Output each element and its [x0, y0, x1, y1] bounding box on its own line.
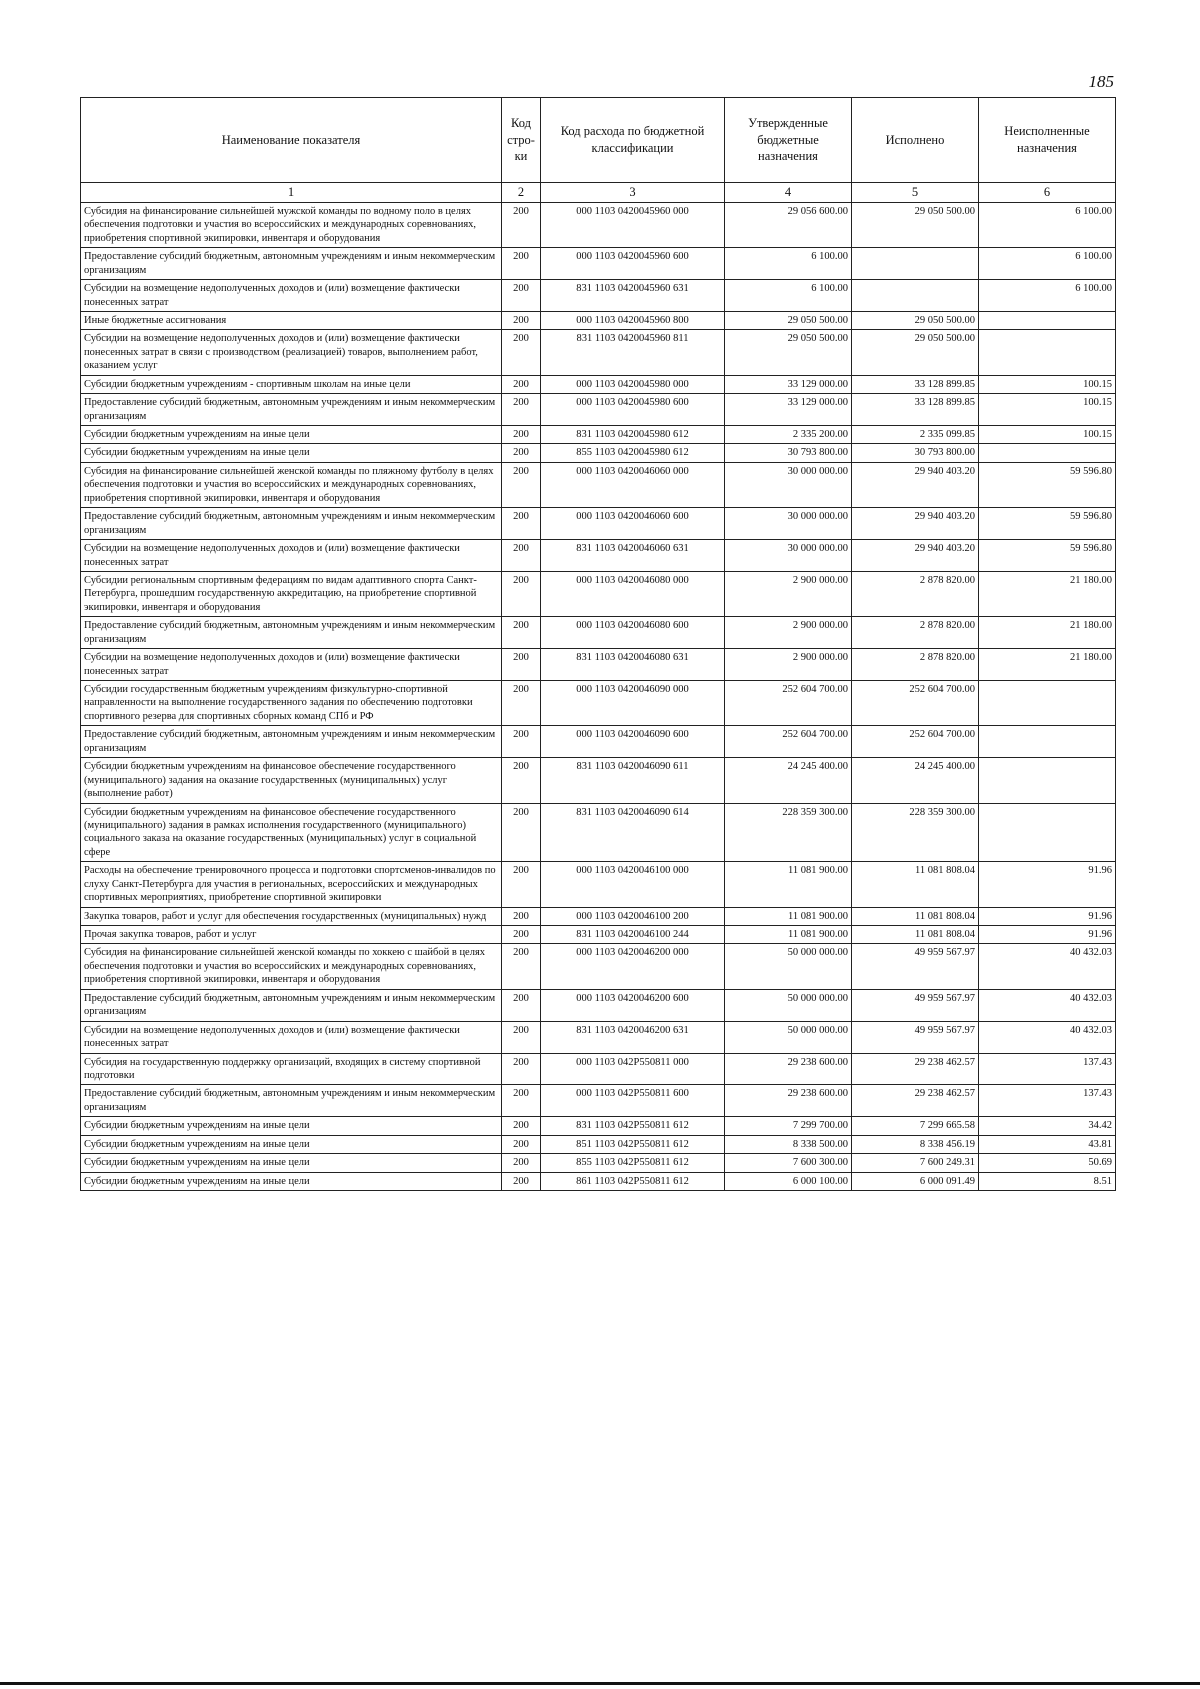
line-code: 200: [502, 540, 541, 572]
line-code: 200: [502, 375, 541, 393]
line-code: 200: [502, 681, 541, 726]
indicator-name: Субсидии на возмещение недополученных доходов и (или) возмещение фактически понесенных затрат в связи с производством (реализацией) товаров, выполнением работ, оказанием услуг: [81, 330, 502, 375]
approved-amount: 50 000 000.00: [725, 1021, 852, 1053]
budget-class-code: 000 1103 0420046100 000: [541, 862, 725, 907]
approved-amount: 6 100.00: [725, 280, 852, 312]
line-code: 200: [502, 862, 541, 907]
budget-class-code: 000 1103 0420045980 000: [541, 375, 725, 393]
approved-amount: 6 000 100.00: [725, 1172, 852, 1190]
table-row: [81, 989, 1116, 1021]
unexecuted-amount: [979, 444, 1116, 462]
table-row: [81, 462, 1116, 507]
header-indicator-name: Наименование показателя: [81, 98, 502, 183]
unexecuted-amount: 40 432.03: [979, 1021, 1116, 1053]
approved-amount: 50 000 000.00: [725, 989, 852, 1021]
unexecuted-amount: 137.43: [979, 1085, 1116, 1117]
approved-amount: 2 900 000.00: [725, 649, 852, 681]
budget-class-code: 000 1103 0420046080 600: [541, 617, 725, 649]
header-approved: Утвержденные бюджетные назначения: [725, 98, 852, 183]
budget-class-code: 831 1103 0420046090 611: [541, 758, 725, 803]
line-code: 200: [502, 394, 541, 426]
line-code: 200: [502, 444, 541, 462]
executed-amount: 29 050 500.00: [852, 311, 979, 329]
indicator-name: Предоставление субсидий бюджетным, автономным учреждениям и иным некоммерческим организациям: [81, 617, 502, 649]
executed-amount: 2 878 820.00: [852, 649, 979, 681]
table-row: [81, 540, 1116, 572]
budget-class-code: 831 1103 0420046100 244: [541, 926, 725, 944]
unexecuted-amount: [979, 726, 1116, 758]
budget-class-code: 000 1103 042P550811 000: [541, 1053, 725, 1085]
unexecuted-amount: 100.15: [979, 426, 1116, 444]
executed-amount: [852, 248, 979, 280]
unexecuted-amount: [979, 330, 1116, 375]
unexecuted-amount: 137.43: [979, 1053, 1116, 1085]
table-row: [81, 1154, 1116, 1172]
table-row: [81, 330, 1116, 375]
line-code: 200: [502, 926, 541, 944]
line-code: 200: [502, 330, 541, 375]
indicator-name: Субсидии бюджетным учреждениям на финансовое обеспечение государственного (муниципального) задания на оказание государственных (муниципальных) услуг (выполнение работ): [81, 758, 502, 803]
column-number: 5: [852, 183, 979, 203]
approved-amount: 228 359 300.00: [725, 803, 852, 862]
column-number: 2: [502, 183, 541, 203]
line-code: 200: [502, 617, 541, 649]
unexecuted-amount: [979, 681, 1116, 726]
budget-class-code: 000 1103 0420046060 600: [541, 508, 725, 540]
table-row: [81, 202, 1116, 247]
line-code: 200: [502, 1154, 541, 1172]
approved-amount: 29 238 600.00: [725, 1053, 852, 1085]
table-row: [81, 862, 1116, 907]
budget-class-code: 831 1103 0420046060 631: [541, 540, 725, 572]
line-code: 200: [502, 989, 541, 1021]
indicator-name: Субсидии бюджетным учреждениям на иные цели: [81, 1154, 502, 1172]
executed-amount: 8 338 456.19: [852, 1135, 979, 1153]
line-code: 200: [502, 1053, 541, 1085]
unexecuted-amount: 100.15: [979, 394, 1116, 426]
indicator-name: Субсидии на возмещение недополученных доходов и (или) возмещение фактически понесенных затрат: [81, 649, 502, 681]
approved-amount: 11 081 900.00: [725, 907, 852, 925]
table-row: [81, 649, 1116, 681]
line-code: 200: [502, 426, 541, 444]
approved-amount: 24 245 400.00: [725, 758, 852, 803]
table-row: [81, 907, 1116, 925]
column-number: 1: [81, 183, 502, 203]
line-code: 200: [502, 571, 541, 616]
approved-amount: 2 900 000.00: [725, 571, 852, 616]
budget-class-code: 000 1103 0420045960 800: [541, 311, 725, 329]
indicator-name: Предоставление субсидий бюджетным, автономным учреждениям и иным некоммерческим организациям: [81, 726, 502, 758]
executed-amount: 29 940 403.20: [852, 508, 979, 540]
indicator-name: Прочая закупка товаров, работ и услуг: [81, 926, 502, 944]
table-row: [81, 1085, 1116, 1117]
unexecuted-amount: 91.96: [979, 907, 1116, 925]
header-unexecuted: Неисполненные назначения: [979, 98, 1116, 183]
table-row: [81, 394, 1116, 426]
indicator-name: Субсидии бюджетным учреждениям - спортивным школам на иные цели: [81, 375, 502, 393]
approved-amount: 30 793 800.00: [725, 444, 852, 462]
column-number: 4: [725, 183, 852, 203]
table-row: [81, 248, 1116, 280]
unexecuted-amount: 8.51: [979, 1172, 1116, 1190]
budget-execution-table: [80, 97, 1116, 1191]
budget-class-code: 000 1103 042P550811 600: [541, 1085, 725, 1117]
executed-amount: 30 793 800.00: [852, 444, 979, 462]
unexecuted-amount: [979, 311, 1116, 329]
indicator-name: Расходы на обеспечение тренировочного процесса и подготовки спортсменов-инвалидов по слуху Санкт-Петербурга для участия в региональных, всероссийских и международных спортивных мероприятиях, приобретение спортивной экипировки: [81, 862, 502, 907]
executed-amount: [852, 280, 979, 312]
unexecuted-amount: 59 596.80: [979, 508, 1116, 540]
approved-amount: 7 299 700.00: [725, 1117, 852, 1135]
table-row: [81, 375, 1116, 393]
table-row: [81, 444, 1116, 462]
line-code: 200: [502, 944, 541, 989]
table-row: [81, 926, 1116, 944]
budget-class-code: 851 1103 042P550811 612: [541, 1135, 725, 1153]
executed-amount: 33 128 899.85: [852, 375, 979, 393]
executed-amount: 11 081 808.04: [852, 862, 979, 907]
budget-class-code: 831 1103 0420045980 612: [541, 426, 725, 444]
indicator-name: Субсидии бюджетным учреждениям на иные цели: [81, 1117, 502, 1135]
header-budget-classification: Код расхода по бюджетной классификации: [541, 98, 725, 183]
budget-class-code: 000 1103 0420046060 000: [541, 462, 725, 507]
executed-amount: 29 940 403.20: [852, 462, 979, 507]
table-row: [81, 1172, 1116, 1190]
executed-amount: 7 600 249.31: [852, 1154, 979, 1172]
line-code: 200: [502, 726, 541, 758]
executed-amount: 49 959 567.97: [852, 1021, 979, 1053]
indicator-name: Субсидия на государственную поддержку организаций, входящих в систему спортивной подготовки: [81, 1053, 502, 1085]
line-code: 200: [502, 1135, 541, 1153]
indicator-name: Субсидии бюджетным учреждениям на финансовое обеспечение государственного (муниципального) задания в рамках исполнения государственного (муниципального) социального заказа на оказание государственных (муниципальных) услуг в социальной сфере: [81, 803, 502, 862]
unexecuted-amount: [979, 803, 1116, 862]
table-row: [81, 1135, 1116, 1153]
executed-amount: 24 245 400.00: [852, 758, 979, 803]
budget-class-code: 000 1103 0420045980 600: [541, 394, 725, 426]
budget-class-code: 000 1103 0420046090 000: [541, 681, 725, 726]
unexecuted-amount: 6 100.00: [979, 280, 1116, 312]
approved-amount: 33 129 000.00: [725, 375, 852, 393]
line-code: 200: [502, 1172, 541, 1190]
unexecuted-amount: 59 596.80: [979, 540, 1116, 572]
approved-amount: 29 238 600.00: [725, 1085, 852, 1117]
indicator-name: Субсидии бюджетным учреждениям на иные цели: [81, 444, 502, 462]
approved-amount: 7 600 300.00: [725, 1154, 852, 1172]
executed-amount: 11 081 808.04: [852, 907, 979, 925]
indicator-name: Субсидии на возмещение недополученных доходов и (или) возмещение фактически понесенных затрат: [81, 540, 502, 572]
budget-class-code: 855 1103 042P550811 612: [541, 1154, 725, 1172]
indicator-name: Предоставление субсидий бюджетным, автономным учреждениям и иным некоммерческим организациям: [81, 248, 502, 280]
indicator-name: Субсидии региональным спортивным федерациям по видам адаптивного спорта Санкт-Петербурга, прошедшим государственную аккредитацию, на приобретение спортивной экипировки, инвентаря и оборудования: [81, 571, 502, 616]
approved-amount: 6 100.00: [725, 248, 852, 280]
line-code: 200: [502, 907, 541, 925]
budget-class-code: 000 1103 0420046200 000: [541, 944, 725, 989]
approved-amount: 29 050 500.00: [725, 330, 852, 375]
column-number: 3: [541, 183, 725, 203]
indicator-name: Субсидия на финансирование сильнейшей женской команды по пляжному футболу в целях обеспечения подготовки и участия во всероссийских и международных соревнованиях, приобретения спортивной экипировки, инвентаря и оборудования: [81, 462, 502, 507]
executed-amount: 2 878 820.00: [852, 617, 979, 649]
executed-amount: 252 604 700.00: [852, 681, 979, 726]
table-row: [81, 280, 1116, 312]
column-number: 6: [979, 183, 1116, 203]
budget-class-code: 831 1103 0420045960 631: [541, 280, 725, 312]
table-row: [81, 617, 1116, 649]
line-code: 200: [502, 462, 541, 507]
unexecuted-amount: 6 100.00: [979, 202, 1116, 247]
executed-amount: 33 128 899.85: [852, 394, 979, 426]
header-line-code: Код стро- ки: [502, 98, 541, 183]
line-code: 200: [502, 1085, 541, 1117]
executed-amount: 49 959 567.97: [852, 944, 979, 989]
executed-amount: 252 604 700.00: [852, 726, 979, 758]
indicator-name: Субсидии бюджетным учреждениям на иные цели: [81, 1135, 502, 1153]
indicator-name: Предоставление субсидий бюджетным, автономным учреждениям и иным некоммерческим организациям: [81, 394, 502, 426]
budget-class-code: 831 1103 0420045960 811: [541, 330, 725, 375]
table-row: [81, 758, 1116, 803]
indicator-name: Субсидии на возмещение недополученных доходов и (или) возмещение фактически понесенных затрат: [81, 280, 502, 312]
executed-amount: 2 878 820.00: [852, 571, 979, 616]
budget-class-code: 000 1103 0420046090 600: [541, 726, 725, 758]
budget-class-code: 000 1103 0420045960 600: [541, 248, 725, 280]
table-row: [81, 681, 1116, 726]
unexecuted-amount: 91.96: [979, 862, 1116, 907]
table-row: [81, 1117, 1116, 1135]
table-row: [81, 571, 1116, 616]
executed-amount: 29 050 500.00: [852, 202, 979, 247]
budget-class-code: 000 1103 0420046100 200: [541, 907, 725, 925]
executed-amount: 29 238 462.57: [852, 1085, 979, 1117]
line-code: 200: [502, 248, 541, 280]
table-row: [81, 944, 1116, 989]
table-row: [81, 311, 1116, 329]
budget-class-code: 831 1103 0420046090 614: [541, 803, 725, 862]
unexecuted-amount: 21 180.00: [979, 571, 1116, 616]
approved-amount: 11 081 900.00: [725, 862, 852, 907]
indicator-name: Субсидия на финансирование сильнейшей женской команды по хоккею с шайбой в целях обеспечения подготовки и участия во всероссийских и международных соревнованиях, приобретения спортивной экипировки, инвентаря и оборудования: [81, 944, 502, 989]
indicator-name: Субсидии бюджетным учреждениям на иные цели: [81, 1172, 502, 1190]
unexecuted-amount: 6 100.00: [979, 248, 1116, 280]
unexecuted-amount: 21 180.00: [979, 649, 1116, 681]
budget-class-code: 855 1103 0420045980 612: [541, 444, 725, 462]
approved-amount: 29 050 500.00: [725, 311, 852, 329]
unexecuted-amount: 59 596.80: [979, 462, 1116, 507]
page-number: 185: [1088, 72, 1114, 91]
indicator-name: Субсидии на возмещение недополученных доходов и (или) возмещение фактически понесенных затрат: [81, 1021, 502, 1053]
approved-amount: 11 081 900.00: [725, 926, 852, 944]
approved-amount: 29 056 600.00: [725, 202, 852, 247]
line-code: 200: [502, 280, 541, 312]
unexecuted-amount: [979, 758, 1116, 803]
executed-amount: 29 238 462.57: [852, 1053, 979, 1085]
unexecuted-amount: 50.69: [979, 1154, 1116, 1172]
line-code: 200: [502, 649, 541, 681]
executed-amount: 29 050 500.00: [852, 330, 979, 375]
line-code: 200: [502, 202, 541, 247]
executed-amount: 11 081 808.04: [852, 926, 979, 944]
executed-amount: 2 335 099.85: [852, 426, 979, 444]
approved-amount: 50 000 000.00: [725, 944, 852, 989]
executed-amount: 228 359 300.00: [852, 803, 979, 862]
approved-amount: 30 000 000.00: [725, 508, 852, 540]
approved-amount: 2 335 200.00: [725, 426, 852, 444]
unexecuted-amount: 34.42: [979, 1117, 1116, 1135]
header-executed: Исполнено: [852, 98, 979, 183]
budget-class-code: 831 1103 0420046080 631: [541, 649, 725, 681]
unexecuted-amount: 40 432.03: [979, 944, 1116, 989]
table-row: [81, 1053, 1116, 1085]
indicator-name: Субсидии бюджетным учреждениям на иные цели: [81, 426, 502, 444]
table-row: [81, 1021, 1116, 1053]
approved-amount: 2 900 000.00: [725, 617, 852, 649]
indicator-name: Субсидии государственным бюджетным учреждениям физкультурно-спортивной направленности на выполнение государственного задания по обеспечению подготовки спортивного резерва для спортивных сборных команд СПб и РФ: [81, 681, 502, 726]
indicator-name: Субсидия на финансирование сильнейшей мужской команды по водному поло в целях обеспечения подготовки и участия во всероссийских и международных соревнованиях, приобретения спортивной экипировки, инвентаря и оборудования: [81, 202, 502, 247]
table-row: [81, 426, 1116, 444]
unexecuted-amount: 91.96: [979, 926, 1116, 944]
table-header-row: [81, 98, 1116, 183]
line-code: 200: [502, 508, 541, 540]
approved-amount: 30 000 000.00: [725, 540, 852, 572]
executed-amount: 7 299 665.58: [852, 1117, 979, 1135]
executed-amount: 49 959 567.97: [852, 989, 979, 1021]
indicator-name: Закупка товаров, работ и услуг для обеспечения государственных (муниципальных) нужд: [81, 907, 502, 925]
executed-amount: 6 000 091.49: [852, 1172, 979, 1190]
approved-amount: 8 338 500.00: [725, 1135, 852, 1153]
unexecuted-amount: 43.81: [979, 1135, 1116, 1153]
unexecuted-amount: 21 180.00: [979, 617, 1116, 649]
budget-class-code: 831 1103 042P550811 612: [541, 1117, 725, 1135]
indicator-name: Предоставление субсидий бюджетным, автономным учреждениям и иным некоммерческим организациям: [81, 1085, 502, 1117]
budget-class-code: 000 1103 0420046200 600: [541, 989, 725, 1021]
budget-class-code: 861 1103 042P550811 612: [541, 1172, 725, 1190]
line-code: 200: [502, 1021, 541, 1053]
table-row: [81, 726, 1116, 758]
budget-class-code: 831 1103 0420046200 631: [541, 1021, 725, 1053]
unexecuted-amount: 40 432.03: [979, 989, 1116, 1021]
scan-bottom-border: [0, 1682, 1200, 1685]
indicator-name: Иные бюджетные ассигнования: [81, 311, 502, 329]
budget-class-code: 000 1103 0420045960 000: [541, 202, 725, 247]
line-code: 200: [502, 1117, 541, 1135]
indicator-name: Предоставление субсидий бюджетным, автономным учреждениям и иным некоммерческим организациям: [81, 989, 502, 1021]
table-row: [81, 803, 1116, 862]
line-code: 200: [502, 758, 541, 803]
column-number-row: [81, 183, 1116, 203]
table-row: [81, 508, 1116, 540]
approved-amount: 30 000 000.00: [725, 462, 852, 507]
line-code: 200: [502, 803, 541, 862]
line-code: 200: [502, 311, 541, 329]
executed-amount: 29 940 403.20: [852, 540, 979, 572]
approved-amount: 33 129 000.00: [725, 394, 852, 426]
indicator-name: Предоставление субсидий бюджетным, автономным учреждениям и иным некоммерческим организациям: [81, 508, 502, 540]
approved-amount: 252 604 700.00: [725, 681, 852, 726]
unexecuted-amount: 100.15: [979, 375, 1116, 393]
budget-class-code: 000 1103 0420046080 000: [541, 571, 725, 616]
approved-amount: 252 604 700.00: [725, 726, 852, 758]
